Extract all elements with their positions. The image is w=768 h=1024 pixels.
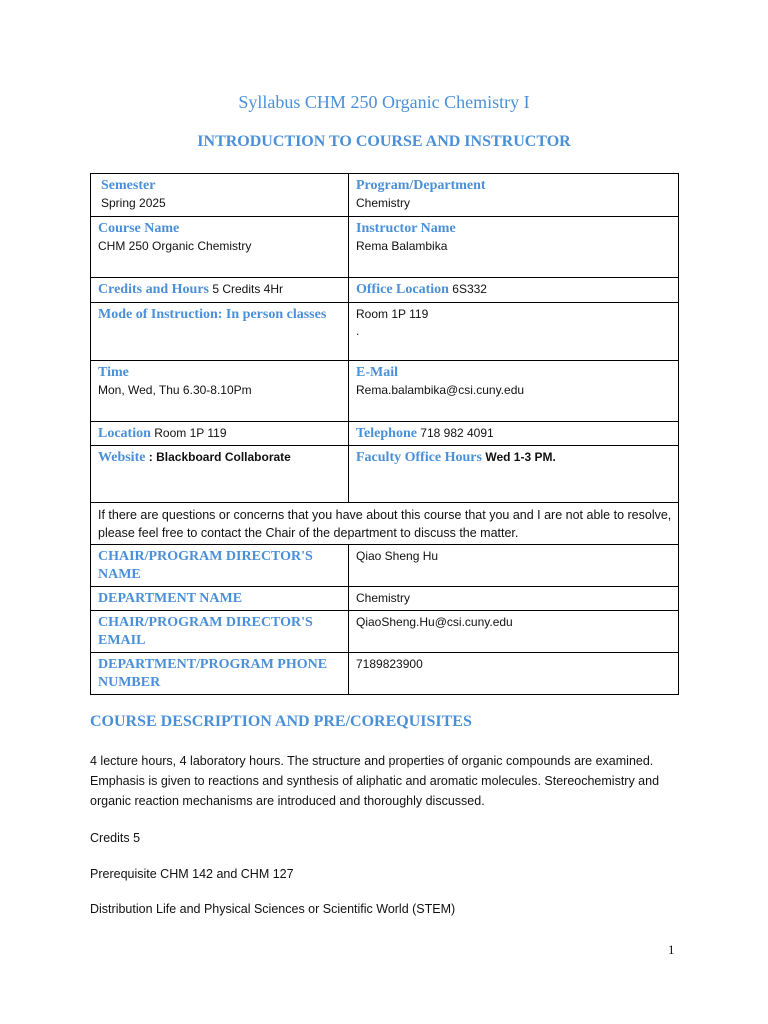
time-cell xyxy=(91,361,349,422)
table-row xyxy=(91,217,679,278)
page-number: 1 xyxy=(668,942,675,957)
course-description-paragraph: 4 lecture hours, 4 laboratory hours. The structure and properties of organic compounds are examined. Emphasis is given to reactions and synthesis of aliphatic and aromatic molecules. Stereochemistry and organic reaction mechanisms are introduced and thoroughly discussed. xyxy=(90,754,660,808)
chair-email-value: QiaoSheng.Hu@csi.cuny.edu xyxy=(356,615,513,629)
table-row xyxy=(91,278,679,303)
website-value: : Blackboard Collaborate xyxy=(148,450,291,464)
program-cell xyxy=(349,174,679,217)
location-value: Room 1P 119 xyxy=(154,426,227,440)
table-row xyxy=(91,303,679,361)
email-cell xyxy=(349,361,679,422)
semester-value: Spring 2025 xyxy=(101,196,166,210)
time-label: Time xyxy=(98,365,129,380)
program-label: Program/Department xyxy=(356,178,486,193)
telephone-value: 718 982 4091 xyxy=(420,426,494,440)
instructor-value: Rema Balambika xyxy=(356,239,448,253)
semester-cell xyxy=(91,174,349,217)
table-row xyxy=(91,611,679,653)
email-value: Rema.balambika@csi.cuny.edu xyxy=(356,383,525,397)
table-row xyxy=(91,422,679,446)
dept-name-value-cell xyxy=(349,587,679,611)
credits-value: 5 Credits 4Hr xyxy=(212,282,284,296)
program-value: Chemistry xyxy=(356,196,411,210)
dept-name-cell xyxy=(91,587,349,611)
chair-email-cell xyxy=(91,611,349,653)
instructor-label: Instructor Name xyxy=(356,221,456,236)
document-subtitle: INTRODUCTION TO COURSE AND INSTRUCTOR xyxy=(197,133,571,150)
distribution-line: Distribution Life and Physical Sciences or Scientific World (STEM) xyxy=(90,902,456,916)
dept-name-value: Chemistry xyxy=(356,591,411,605)
mode-value-room: Room 1P 119 xyxy=(356,307,429,321)
course-name-value: CHM 250 Organic Chemistry xyxy=(98,239,252,253)
chair-name-cell xyxy=(91,545,349,587)
instructor-cell xyxy=(349,217,679,278)
semester-label: Semester xyxy=(101,178,156,193)
office-cell xyxy=(349,278,679,303)
course-name-cell xyxy=(91,217,349,278)
course-info-table xyxy=(90,173,679,695)
chair-name-label: CHAIR/PROGRAM DIRECTOR'S NAME xyxy=(98,549,313,582)
dept-phone-label: DEPARTMENT/PROGRAM PHONE NUMBER xyxy=(98,657,328,690)
dept-name-label: DEPARTMENT NAME xyxy=(98,591,243,606)
time-value: Mon, Wed, Thu 6.30-8.10Pm xyxy=(98,383,252,397)
table-row xyxy=(91,587,679,611)
faculty-hours-cell xyxy=(349,446,679,503)
credits-cell xyxy=(91,278,349,303)
telephone-cell xyxy=(349,422,679,446)
table-row xyxy=(91,446,679,503)
dept-phone-cell xyxy=(91,653,349,695)
mode-label: Mode of Instruction: In person classes xyxy=(98,307,327,322)
table-row xyxy=(91,653,679,695)
chair-name-value: Qiao Sheng Hu xyxy=(356,549,439,563)
location-label: Location xyxy=(98,426,151,441)
location-cell xyxy=(91,422,349,446)
course-description-heading: COURSE DESCRIPTION AND PRE/COREQUISITES xyxy=(90,713,472,730)
credits-label: Credits and Hours xyxy=(98,282,209,297)
chair-email-label: CHAIR/PROGRAM DIRECTOR'S EMAIL xyxy=(98,615,313,648)
mode-cell xyxy=(91,303,349,361)
faculty-hours-value: Wed 1-3 PM. xyxy=(485,450,556,464)
email-label: E-Mail xyxy=(356,365,398,380)
telephone-label: Telephone xyxy=(356,426,417,441)
table-row xyxy=(91,174,679,217)
chair-email-value-cell xyxy=(349,611,679,653)
chair-name-value-cell xyxy=(349,545,679,587)
dept-phone-value: 7189823900 xyxy=(356,657,423,671)
credits-line: Credits 5 xyxy=(90,831,141,845)
dept-phone-value-cell xyxy=(349,653,679,695)
table-row xyxy=(91,503,679,545)
website-label: Website xyxy=(98,450,146,465)
office-value: 6S332 xyxy=(452,282,487,296)
document-title: Syllabus CHM 250 Organic Chemistry I xyxy=(238,92,530,112)
mode-value-cell xyxy=(349,303,679,361)
course-name-label: Course Name xyxy=(98,221,180,236)
office-label: Office Location xyxy=(356,282,449,297)
contact-chair-note: If there are questions or concerns that you have about this course that you and I are not able to resolve, please feel free to contact the Chair of the department to discuss the matter. xyxy=(91,503,679,545)
mode-value-dot: . xyxy=(356,324,360,338)
table-row xyxy=(91,545,679,587)
prerequisite-line: Prerequisite CHM 142 and CHM 127 xyxy=(90,867,294,881)
website-cell xyxy=(91,446,349,503)
table-row xyxy=(91,361,679,422)
faculty-hours-label: Faculty Office Hours xyxy=(356,450,482,465)
